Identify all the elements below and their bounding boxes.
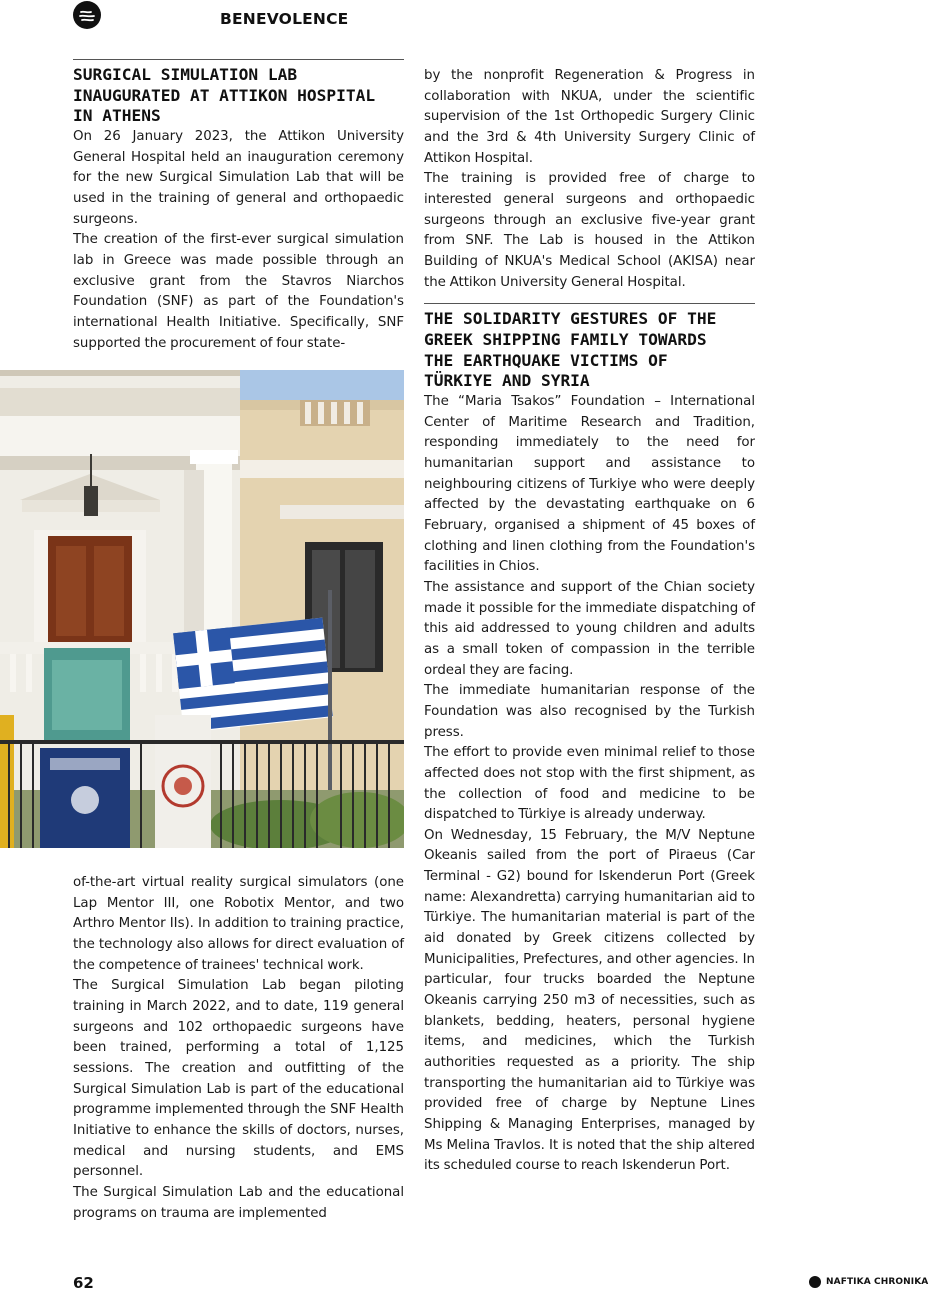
article1-paragraph: The creation of the first-ever surgical simulation lab in Greece was made possible through an exclusive grant from the Stavros Niarchos Foundation (SNF) as part of the Foundation's international Health Initiative. Specifically, SNF supported the procurement of four state- — [73, 232, 404, 351]
article1-paragraph: of-the-art virtual reality surgical simulators (one Lap Mentor III, one Robotix Mentor, and two Arthro Mentor IIs). In addition to training practice, the technology also allows for direct evaluation of the competence of trainees' technical work. — [73, 875, 404, 973]
article2-paragraph: The “Maria Tsakos” Foundation – International Center of Maritime Research and Tradition, responding immediately to the need for humanitarian support and assistance to neighbouring citizens of Turkiye who were deeply affected by the devastating earthquake on 6 February, organised a shipment of 45 boxes of clothing and linen clothing from the Foundation's facilities in Chios. — [424, 394, 755, 575]
title-line: GREEK SHIPPING FAMILY TOWARDS — [424, 329, 707, 349]
title-line: IN ATHENS — [73, 106, 161, 126]
article1-paragraph: The Surgical Simulation Lab and the educational programs on trauma are implemented — [73, 1184, 404, 1221]
article1-paragraph: The training is provided free of charge to interested general surgeons and orthopaedic surgeons through an exclusive five-year grant from SNF. The Lab is housed in the Attikon Building of NKUA's Medical School (AKISA) near the Attikon University General Hospital. — [424, 171, 755, 290]
article1-paragraph: On 26 January 2023, the Attikon University General Hospital held an inauguration ceremony for the new Surgical Simulation Lab that will be used in the training of general and orthopaedic surgeons. — [73, 129, 404, 227]
title-line: THE EARTHQUAKE VICTIMS OF — [424, 350, 668, 370]
article1-title — [73, 65, 404, 127]
article1-column-bottom — [73, 873, 404, 1224]
brand-name: NAFTIKA CHRONIKA — [826, 1277, 929, 1287]
article2-paragraph: The immediate humanitarian response of the Foundation was also recognised by the Turkish press. — [424, 683, 755, 740]
article2-paragraph: The assistance and support of the Chian society made it possible for the immediate dispatching of this aid addressed to young children and adults as a small token of compassion in the terrible ordeal they are facing. — [424, 579, 755, 678]
article1-paragraph: The Surgical Simulation Lab began piloting training in March 2022, and to date, 119 general surgeons and 102 orthopaedic surgeons have been trained, performing a total of 1,125 sessions. The creation and outfitting of the Surgical Simulation Lab is part of the educational programme implemented through the SNF Health Initiative to enhance the skills of doctors, nurses, medical and nursing students, and EMS personnel. — [73, 978, 404, 1180]
title-line: SURGICAL SIMULATION LAB — [73, 65, 298, 84]
article1-photo — [0, 370, 404, 848]
article1-column-top — [73, 59, 404, 354]
article2-title — [424, 309, 755, 392]
article2-paragraph: The effort to provide even minimal relief to those affected does not stop with the first shipment, as the collection of food and medicine to be dispatched to Türkiye is already underway. — [424, 745, 755, 823]
page-number: 62 — [73, 1274, 94, 1292]
title-line: TÜRKIYE AND SYRIA — [424, 371, 590, 391]
right-column — [424, 59, 755, 1177]
footer-brand — [809, 1276, 928, 1288]
article2-paragraph: On Wednesday, 15 February, the M/V Neptune Okeanis sailed from the port of Piraeus (Car Terminal - G2) bound for Iskenderun Port (Greek name: Alexandretta) carrying humanitarian aid to Türkiye. The humanitarian material is part of the aid donated by Greek citizens collected by Municipalities, Prefectures, and other agencies. In particular, four trucks boarded the Neptune Okeanis carrying 250 m3 of necessities, such as blankets, bedding, heaters, personal hygiene items, and medicines, which the Turkish authorities requested as a priority. The ship transporting the humanitarian aid to Türkiye was provided free of charge by Neptune Lines Shipping & Managing Enterprises, managed by Ms Melina Travlos. It is noted that the ship altered its scheduled course to reach Iskenderun Port. — [424, 827, 755, 1174]
title-line: INAUGURATED AT ATTIKON HOSPITAL — [73, 85, 376, 105]
section-label: BENEVOLENCE — [220, 10, 349, 28]
title-line: THE SOLIDARITY GESTURES OF THE — [424, 309, 717, 329]
magazine-logo-icon — [73, 1, 101, 29]
article1-paragraph: by the nonprofit Regeneration & Progress in collaboration with NKUA, under the scientific supervision of the 1st Orthopedic Surgery Clinic and the 3rd & 4th University Surgery Clinic of Attikon Hospital. — [424, 68, 755, 166]
brand-logo-icon — [809, 1276, 821, 1288]
